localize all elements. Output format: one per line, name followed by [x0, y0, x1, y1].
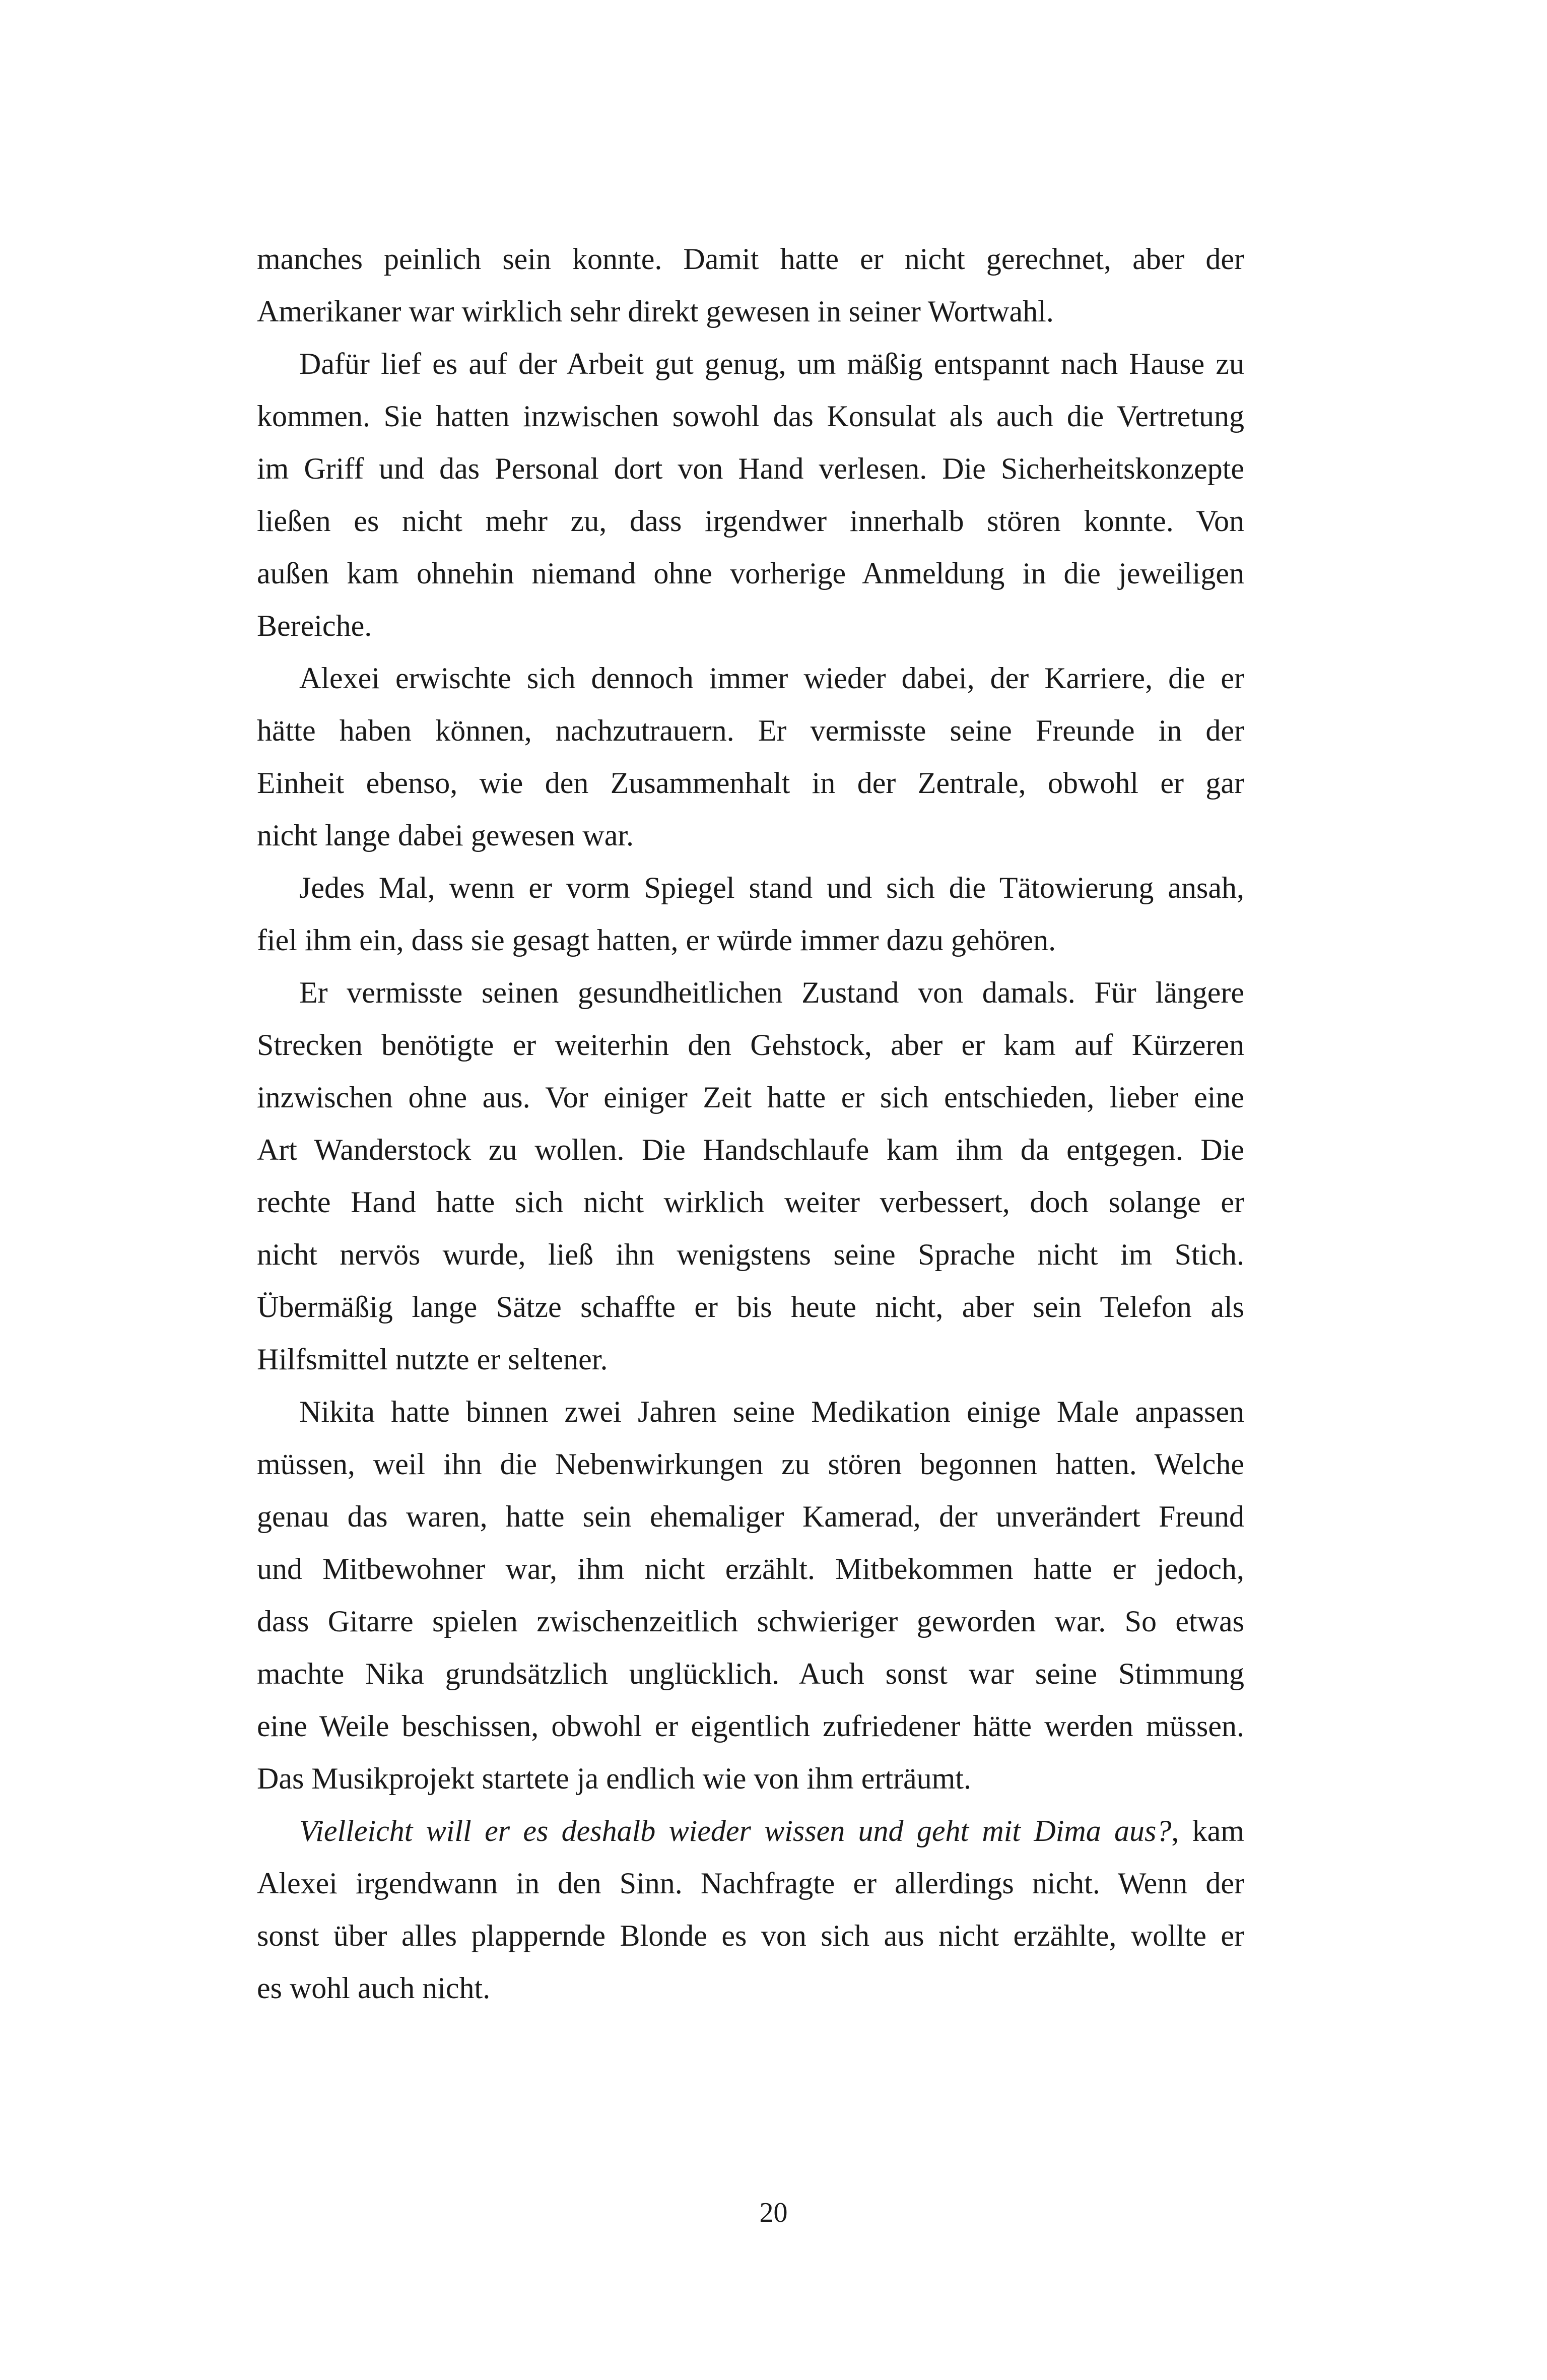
text-line: Alexei irgendwann in den Sinn. Nachfragte er allerdings nicht. Wenn der — [257, 1867, 1244, 1900]
paragraph — [257, 1805, 1244, 2014]
text-line: nicht nervös wurde, ließ ihn wenigstens seine Sprache nicht im Stich. — [257, 1238, 1244, 1271]
text-line: eine Weile beschissen, obwohl er eigentlich zufriedener hätte werden müssen. — [257, 1709, 1244, 1743]
text-line: Jedes Mal, wenn er vorm Spiegel stand und sich die Tätowierung ansah, — [299, 871, 1244, 904]
text-line: Einheit ebenso, wie den Zusammenhalt in der Zentrale, obwohl er gar — [257, 766, 1244, 800]
text-run: , kam — [1171, 1814, 1244, 1847]
text-line: Übermäßig lange Sätze schaffte er bis heute nicht, aber sein Telefon als — [257, 1290, 1244, 1324]
text-line: nicht lange dabei gewesen war. — [257, 819, 634, 852]
text-line: Dafür lief es auf der Arbeit gut genug, um mäßig entspannt nach Hause zu — [299, 347, 1244, 380]
text-line: Strecken benötigte er weiterhin den Gehstock, aber er kam auf Kürzeren — [257, 1028, 1244, 1062]
text-line: manches peinlich sein konnte. Damit hatte er nicht gerechnet, aber der — [257, 242, 1244, 276]
text-line: es wohl auch nicht. — [257, 1971, 491, 2005]
text-line: fiel ihm ein, dass sie gesagt hatten, er würde immer dazu gehören. — [257, 923, 1056, 957]
text-line: und Mitbewohner war, ihm nicht erzählt. Mitbekommen hatte er jedoch, — [257, 1552, 1244, 1585]
text-line: im Griff und das Personal dort von Hand verlesen. Die Sicherheitskonzepte — [257, 452, 1244, 485]
text-line: inzwischen ohne aus. Vor einiger Zeit hatte er sich entschieden, lieber eine — [257, 1081, 1244, 1114]
text-line: genau das waren, hatte sein ehemaliger Kamerad, der unverändert Freund — [257, 1500, 1244, 1533]
text-line: machte Nika grundsätzlich unglücklich. Auch sonst war seine Stimmung — [257, 1657, 1244, 1690]
italic-thought: Vielleicht will er es deshalb wieder wissen und geht mit Dima aus? — [299, 1814, 1172, 1847]
text-line: Art Wanderstock zu wollen. Die Handschlaufe kam ihm da entgegen. Die — [257, 1133, 1244, 1166]
book-page-body — [257, 233, 1244, 2014]
text-line: Amerikaner war wirklich sehr direkt gewesen in seiner Wortwahl. — [257, 295, 1054, 328]
text-line: ließen es nicht mehr zu, dass irgendwer innerhalb stören konnte. Von — [257, 504, 1244, 538]
text-line: Bereiche. — [257, 609, 372, 642]
paragraph — [257, 1385, 1244, 1805]
text-line: Nikita hatte binnen zwei Jahren seine Medikation einige Male anpassen — [299, 1395, 1244, 1428]
page-number: 20 — [759, 2197, 788, 2228]
text-line: sonst über alles plappernde Blonde es von sich aus nicht erzählte, wollte er — [257, 1919, 1244, 1952]
text-line: außen kam ohnehin niemand ohne vorherige Anmeldung in die jeweiligen — [257, 557, 1244, 590]
paragraph — [257, 338, 1244, 652]
text-line: kommen. Sie hatten inzwischen sowohl das Konsulat als auch die Vertretung — [257, 400, 1244, 433]
text-line: Das Musikprojekt startete ja endlich wie von ihm erträumt. — [257, 1762, 971, 1795]
text-line: hätte haben können, nachzutrauern. Er vermisste seine Freunde in der — [257, 714, 1244, 747]
text-line: dass Gitarre spielen zwischenzeitlich schwieriger geworden war. So etwas — [257, 1605, 1244, 1638]
paragraph — [257, 862, 1244, 966]
paragraph — [257, 652, 1244, 862]
text-line: rechte Hand hatte sich nicht wirklich weiter verbessert, doch solange er — [257, 1185, 1244, 1219]
paragraph — [257, 233, 1244, 338]
text-line: Er vermisste seinen gesundheitlichen Zustand von damals. Für längere — [299, 976, 1244, 1009]
text-line: Hilfsmittel nutzte er seltener. — [257, 1343, 608, 1376]
text-line: Alexei erwischte sich dennoch immer wieder dabei, der Karriere, die er — [299, 662, 1244, 695]
text-line — [257, 1805, 1244, 1857]
text-line: müssen, weil ihn die Nebenwirkungen zu stören begonnen hatten. Welche — [257, 1447, 1244, 1481]
paragraph — [257, 966, 1244, 1385]
